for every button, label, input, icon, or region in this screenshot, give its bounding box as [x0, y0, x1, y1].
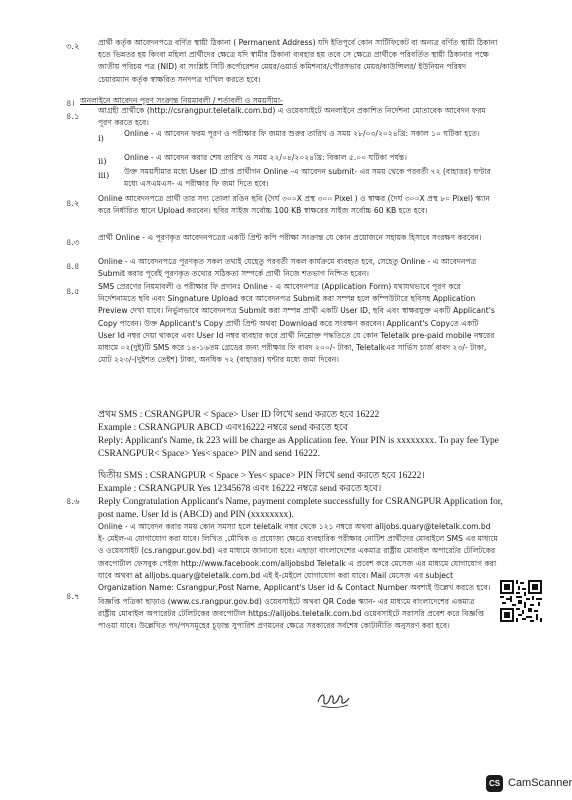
signature — [315, 688, 355, 710]
section-4-2-text: Online আবেদনপত্রে প্রার্থী তার সদ্য তোলা রঙিন ছবি (দৈর্ঘ ৩০০X প্রস্থ ৩০০ Pixel ) ও স্বাক্ষর (দৈর্ঘ ৩০০X প্রস্থ ৮০ Pixel) স্ক্যান করে নির্ধারিত স্থানে Upload করবেন। ছবির সাইজ সর্বোচ্চ 100 KB স্বাক্ষরের সাইজ সর্বোচ্চ 60 KB হতে হবে। — [98, 194, 490, 216]
item-i-number: i) — [98, 133, 104, 143]
section-number-4-1: ৪.১ — [66, 111, 80, 121]
section-4-3-text: প্রার্থী Online - এ পূরণকৃত আবেদনপত্রের একটি প্রিন্ট কপি পরীক্ষা সংক্রান্ত যে কোন প্রয়োজনে সহায়ক হিসাবে সংরক্ষণ করবেন। — [98, 233, 482, 242]
section-4-heading: অনলাইনে আবেদন পূরণ সংক্রান্ত নিয়মাবলী / শর্তাবলী ও সময়সীমা- — [80, 96, 283, 105]
section-number-3-2: ৩.২ — [66, 41, 80, 51]
section-4-1-text: আগ্রহী প্রার্থীকে (http://csrangpur.teletalk.com.bd) এ ওয়েবসাইটে অনলাইনে প্রকাশিত নির্দেশনা মোতাবেক আবেদন ফরম পূরণ করতে হবে। — [98, 106, 486, 128]
sms-2-reply: Reply Congratulation Applicant's Name, payment complete successfully for CSRANGPUR Application for, post name. User Id is (ABCD) and PIN (xxxxxxxx). — [98, 497, 503, 520]
item-ii-number: ii) — [98, 156, 107, 166]
item-iii-number: iii) — [98, 170, 110, 180]
item-i-text: Online - এ আবেদন ফরম পূরণ ও পরীক্ষার ফি জমার শুরুর তারিখ ও সময় ২৮/০৩/২০২৪খ্রি: সকাল ১০ ঘটিকা হতে। — [124, 129, 480, 138]
section-number-4-2: ৪.২ — [66, 198, 80, 208]
sms-1-reply: Reply: Applicant's Name, tk 223 will be charge as Application fee. Your PIN is xxxxxxxx. To pay fee Type CSRANGPUR< Space> Yes< space> PIN and send 16222. — [98, 436, 499, 459]
section-number-4-4: ৪.৪ — [66, 261, 80, 271]
section-number-4-7: ৪.৭ — [66, 591, 80, 601]
item-ii-text: Online - এ আবেদন করার শেষ তারিখ ও সময় ২২/০৪/২০২৪খ্রি: বিকাল ৫.০০ ঘটিকা পর্যন্ত। — [124, 153, 407, 162]
section-number-4-5: ৪.৫ — [66, 286, 80, 296]
section-4-6-text: Online - এ আবেদন করার সময় কোন সমস্যা হলে teletalk নম্বর থেকে ১২১ নম্বরে অথবা alljobs.quary@teletalk.com.bd ই- মেইল-এ যোগাযোগ করা যাবে। লিখিত ,মৌখিক ও প্রযোজ্য ক্ষেত্রে ব্যবহারিক পরীক্ষার নোটিশ প্রার্থীদের মোবাইলে SMS এর মাধ্যমে ও ওয়েবসাইট (cs.rangpur.gov.bd) এর মাধ্যমে জানানো হবে। এছাড়া বাংলাদেশের একমাত্র রাষ্ট্রীয় মোবাইল অপারেটর টেলিটকের জবপোর্টাল ফেসবুক পেইজ http://www.facebook.com/alljobsbd Teletalk এ প্রবেশ করে মেসেজ এর মাধ্যমে যোগাযোগ করা যাবে অথবা at alljobs.quary@teletalk.com.bd এই ই-মেইলে যোগাযোগ করা যাবে। Mail মেসেজ এর subject Organization Name: Csrangpur,Post Name, Applicant's User id & Contact Number অবশ্যই উল্লেখ করতে হবে। — [98, 522, 498, 593]
section-4-7-text: বিজ্ঞপ্তি পত্রিকা ছাড়াও (www.cs.rangpur.gov.bd) ওয়েবসাইটে অথবা QR Code স্ক্যান- এর মাধ্যমে বাংলাদেশের একমাত্র রাষ্ট্রীয় মোবাইল অপারেটর টেলিটকের জবপোর্টাল https://alljobs.teletalk.com.bd ওয়েবসাইটে সরাসরি প্রবেশ করে বিজ্ঞপ্তি পাওয়া যাবে। উল্লেখিত পদ/পদসমূহের চূড়ান্ত সুপারিশ প্রণয়নের ক্ষেত্রে সরকারের সর্বশেষ কোটানীতি অনুসরণ করা হবে। — [98, 597, 484, 631]
sms-1-line-2: Example : CSRANGPUR ABCD এবং16222 নম্বরে send করতে হবে — [98, 423, 348, 433]
section-3-2-text: প্রার্থী কর্তৃক আবেদনপত্রে বর্ণিত স্থায়ী ঠিকানা ( Permanent Address) যদি ইতিপূর্বে কোন সার্টিফিকেট বা অন্যত্র বর্ণিত স্থায়ী ঠিকানা হতে ভিন্নতর হয় কিংবা মহিলা প্রার্থীদের ক্ষেত্রে যদি স্বামীর ঠিকানা ব্যবহার হয় তবে সে ক্ষেত্রে প্রার্থীকে পরিবর্তিত স্থায়ী ঠিকানার পক্ষে জাতীয় পরিচয় পত্র (NID) বা সংশ্লিষ্ট সিটি কর্পোরেশন মেয়র/ওয়ার্ড কমিশনার/পৌরসভার মেয়র/কাউন্সিলর/ ইউনিয়ন পরিষদ চেয়ারম্যান কর্তৃক স্বাক্ষরিত সনদপত্র দাখিল করতে হবে। — [98, 38, 498, 84]
camscanner-logo-icon: CS — [486, 775, 503, 792]
sms-2-line-1: দ্বিতীয় SMS : CSRANGPUR < Space > Yes< space> PIN লিখে send করতে হবে 16222। — [98, 471, 425, 481]
section-number-4-3: ৪.৩ — [66, 237, 80, 247]
section-number-4: ৪। — [66, 98, 75, 108]
sms-2-line-2: Example : CSRANGPUR Yes 12345678 এবং 16222 নম্বরে send করতে হবে। — [98, 484, 382, 494]
camscanner-watermark — [486, 773, 572, 793]
section-number-4-6: ৪.৬ — [66, 496, 80, 506]
item-iii-text: উক্ত সময়সীমার মধ্যে User ID প্রাপ্ত প্রার্থীগন Online -এ আবেদন submit- এর সময় থেকে পরবর্তী ৭২ (বাহাত্তর) ঘণ্টার মধ্যে এসএমএস- এ পরীক্ষার ফি জমা দিতে হবে। — [124, 167, 491, 189]
camscanner-label: CamScanner — [508, 777, 572, 789]
section-4-4-text: Online - এ আবেদনপত্রে পূরণকৃত সকল তথ্যই যেহেতু পরবর্তী সকল কার্যক্রমে ব্যবহৃত হবে, সেহেতু Online - এ আবেদনপত্র Submit করার পূর্বেই পূরণকৃত তথ্যের সঠিকতা সম্পর্কে প্রার্থী নিজে শতভাগ নিশ্চিত হবেন। — [98, 257, 477, 279]
sms-1-line-1: প্রথম SMS : CSRANGPUR < Space> User ID লিখে send করতে হবে 16222 — [98, 410, 380, 420]
section-4-5-text: SMS প্রেরণের নিয়মাবলী ও পরীক্ষার ফি প্রদানঃ Online - এ আবেদনপত্র (Application Form) যথাযথভাবে পূরণ করে নির্দেশনামতে ছবি এবং Singnature Upload করে আবেদনপত্র Submit করা সম্পন্ন হলে কম্পিউটারে ছবিসহ Application Preview দেখা যাবে। নির্ভুলভাবে আবেদনপত্র Submit করা সম্পন্ন প্রার্থী একটি User ID, ছবি এবং স্বাক্ষরযুক্ত একটি Applicant's Copy পাবেন। উক্ত Applicant's Copy প্রার্থী প্রিন্ট অথবা Download করে সংরক্ষণ করবেন। Applicant's Copyতে একটি User Id নম্বর দেয়া থাকবে এবং User Id নম্বর ব্যবহার করে প্রার্থী নিম্নোক্ত পদ্ধতিতে যে কোন Teletalk pre-paid mobile নম্বরের মাধ্যমে ০২(দুই)টি SMS করে ১৪-১৬তম গ্রেডের জন্য পরীক্ষার ফি বাবদ ২০০/- টাকা, Teletalkএর সার্ভিস চার্জ বাবদ ২৩/- টাকা, মোট ২২৩/-(দুইশত তেইশ) টাকা, অনধিক ৭২ (বাহাত্তর) ঘন্টার মধ্যে জমা দিবেন। — [98, 282, 495, 365]
qr-code-icon — [500, 580, 542, 622]
